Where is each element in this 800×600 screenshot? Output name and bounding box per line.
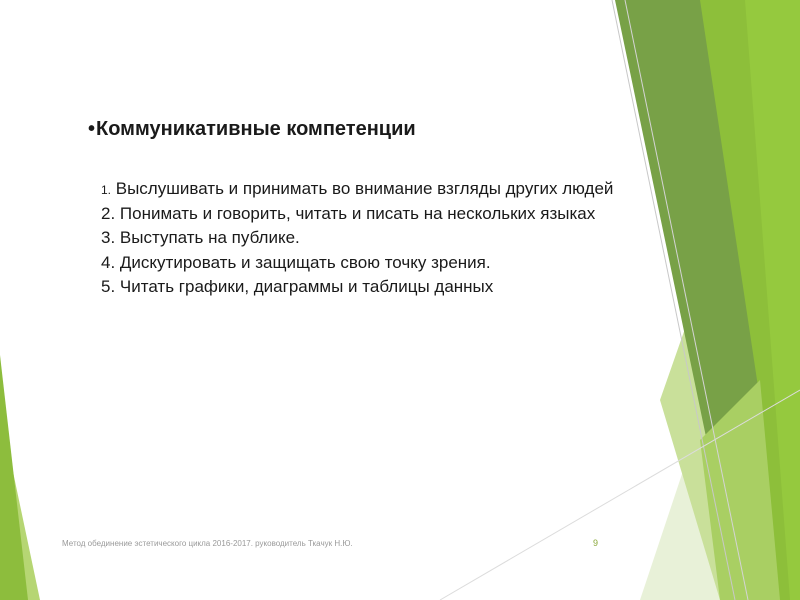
left-green-shape-dark (0, 355, 28, 600)
list-item (101, 202, 621, 226)
item-number: 4. (101, 252, 116, 272)
list-item (101, 177, 621, 202)
item-text: Выслушивать и принимать во внимание взгляды других людей (115, 179, 614, 198)
list-item (101, 251, 621, 275)
item-number: 1. (101, 183, 112, 197)
footer-text: Метод обединение эстетического цикла 2016-2017. руководитель Ткачук Н.Ю. (62, 539, 353, 548)
bullet-icon: • (88, 118, 96, 140)
list-item (101, 275, 621, 299)
item-text: Дискутировать и защищать свою точку зрения. (119, 252, 491, 272)
item-text: Понимать и говорить, читать и писать на нескольких языках (119, 204, 596, 224)
slide-heading (88, 118, 416, 141)
item-text: Читать графики, диаграммы и таблицы данных (119, 276, 494, 296)
heading-text: Коммуникативные компетенции (96, 118, 416, 140)
item-number: 3. (101, 228, 116, 248)
item-number: 2. (101, 204, 116, 224)
item-number: 5. (101, 276, 116, 296)
item-text: Выступать на публике. (119, 228, 300, 248)
competencies-list (101, 177, 621, 299)
page-number: 9 (593, 538, 599, 548)
list-item (101, 226, 621, 250)
